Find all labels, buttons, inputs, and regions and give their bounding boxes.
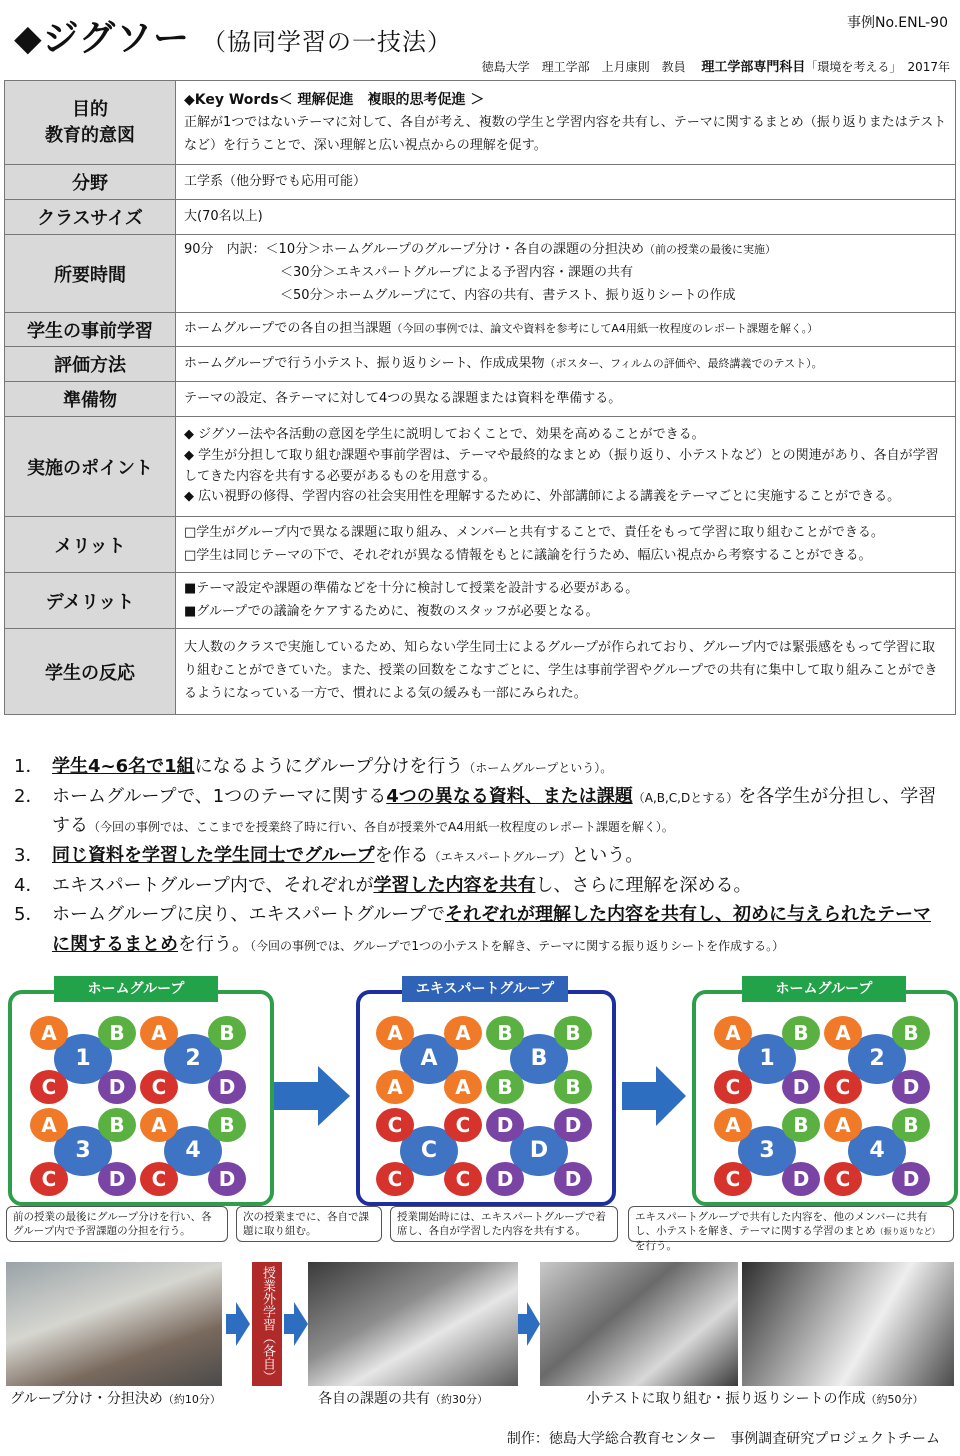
caption-share-text: 各自の課題の共有 <box>318 1391 430 1407</box>
group-letter: C <box>400 1126 458 1176</box>
group-number: 3 <box>738 1126 796 1176</box>
time-line1-note: （前の授業の最後に実施） <box>644 243 777 257</box>
node-b: B <box>554 1016 592 1050</box>
node-a: A <box>444 1016 482 1050</box>
photo-quiz-2 <box>742 1262 954 1386</box>
case-number: 事例No.ENL-90 <box>847 15 948 31</box>
expert-cluster-d <box>484 1106 594 1198</box>
group-number: 2 <box>848 1034 906 1084</box>
value-purpose <box>176 81 956 165</box>
year: 2017年 <box>907 60 950 74</box>
node-d: D <box>208 1070 246 1104</box>
node-c: C <box>444 1108 482 1142</box>
group-number: 4 <box>848 1126 906 1176</box>
row-reaction <box>5 629 956 715</box>
page-title <box>14 10 452 61</box>
node-b: B <box>486 1016 524 1050</box>
home-cluster-2 <box>822 1014 932 1106</box>
group-number: 2 <box>164 1034 222 1084</box>
label-eval: 評価方法 <box>5 347 176 382</box>
step-2-emphasis: 4つの異なる資料、または課題 <box>386 785 633 807</box>
right-arrow-icon <box>518 1302 540 1346</box>
author: 徳島大学 理工学部 上月康則 教員 <box>481 60 686 74</box>
value-reaction: 大人数のクラスで実施しているため、知らない学生同士によるグループが作られており、グループ内では緊張感をもって学習に取り組むことができていた。また、授業の回数をこなすごとに、学生は事前学習やグループでの共有に集中して取り組みことができるようになっている一方で、慣れによる気の緩みも一部にみられた。 <box>176 629 956 715</box>
group-letter: A <box>400 1034 458 1084</box>
node-a: A <box>714 1108 752 1142</box>
merit-1: □学生がグループ内で異なる課題に取り組み、メンバーと共有することで、責任をもって学習に取り組むことができる。 <box>184 524 884 540</box>
home-cluster-2 <box>138 1014 248 1106</box>
node-b: B <box>98 1108 136 1142</box>
expert-cluster-b <box>484 1014 594 1106</box>
row-materials <box>5 382 956 417</box>
node-a: A <box>30 1016 68 1050</box>
caption-quiz <box>586 1388 923 1408</box>
node-d: D <box>554 1108 592 1142</box>
header <box>0 0 960 80</box>
step-2 <box>14 782 944 841</box>
row-purpose <box>5 81 956 165</box>
prep-text: ホームグループでの各自の担当課題 <box>184 321 392 337</box>
node-a: A <box>376 1070 414 1104</box>
node-c: C <box>714 1070 752 1104</box>
step-1-emphasis: 学生4~6名で1組 <box>52 756 195 777</box>
step-number: 4． <box>14 874 44 896</box>
group-letter: D <box>510 1126 568 1176</box>
row-field <box>5 165 956 200</box>
demerit-1: ■テーマ設定や課題の準備などを十分に検討して授業を設計する必要がある。 <box>184 580 639 596</box>
step-2-note-b: （今回の事例では、ここまでを授業終了時に行い、各自が授業外でA4用紙一枚程度のレポート課題を解く）。 <box>88 820 674 835</box>
group-letter: B <box>510 1034 568 1084</box>
note-home-share <box>628 1206 954 1252</box>
node-d: D <box>554 1162 592 1196</box>
home-group-return-label: ホームグループ <box>742 976 906 1002</box>
caption-quiz-text: 小テストに取り組む・振り返りシートの作成 <box>586 1391 866 1407</box>
node-d: D <box>892 1162 930 1196</box>
home-group-return-panel <box>692 990 958 1206</box>
note-expert-share: 授業開始時には、エキスパートグループで着席し、各自が学習した内容を共有する。 <box>390 1206 618 1242</box>
row-time <box>5 235 956 313</box>
caption-grouping-time: （約10分） <box>162 1393 221 1406</box>
node-d: D <box>782 1162 820 1196</box>
node-c: C <box>714 1162 752 1196</box>
step-4-text: エキスパートグループ内で、それぞれが <box>52 874 374 896</box>
node-c: C <box>140 1070 178 1104</box>
step-4 <box>14 871 944 901</box>
label-merit: メリット <box>5 517 176 573</box>
label-purpose: 目的 教育的意図 <box>5 81 176 165</box>
node-a: A <box>714 1016 752 1050</box>
label-points: 実施のポイント <box>5 417 176 517</box>
photo-quiz-1 <box>540 1262 738 1386</box>
expert-group-panel <box>356 990 616 1206</box>
expert-group-label: エキスパートグループ <box>402 976 568 1002</box>
value-field: 工学系（他分野でも応用可能） <box>176 165 956 200</box>
node-b: B <box>892 1016 930 1050</box>
label-time: 所要時間 <box>5 235 176 313</box>
purpose-text: 正解が1つではないテーマに対して、各自が考え、複数の学生と学習内容を共有し、テーマに関するまとめ（振り返りまたはテストなど）を行うことで、深い理解と広い視点からの理解を促す。 <box>184 115 947 153</box>
step-2-text: ホームグループで、1つのテーマに関する <box>52 785 387 807</box>
course: 理工学部専門科目 <box>701 60 806 75</box>
home-group-label: ホームグループ <box>54 976 218 1002</box>
label-reaction: 学生の反応 <box>5 629 176 715</box>
right-arrow-icon <box>284 1302 308 1346</box>
home-group-panel <box>8 990 274 1206</box>
node-c: C <box>30 1162 68 1196</box>
node-b: B <box>782 1016 820 1050</box>
home-cluster-4 <box>822 1106 932 1198</box>
step-number: 5． <box>14 904 44 926</box>
node-c: C <box>824 1070 862 1104</box>
group-number: 3 <box>54 1126 112 1176</box>
step-1-note: （ホームグループという）。 <box>463 761 613 775</box>
step-4-emphasis: 学習した内容を共有 <box>373 874 536 896</box>
step-3-note: （エキスパートグループ） <box>428 850 572 865</box>
node-b: B <box>892 1108 930 1142</box>
photo-strip <box>0 1262 960 1408</box>
note-home-share-small: （振り返りなど） <box>875 1227 940 1236</box>
group-number: 1 <box>54 1034 112 1084</box>
step-5-note: （今回の事例では、グループで1つの小テストを解き、テーマに関する振り返りシートを作成する。） <box>250 939 785 954</box>
caption-grouping <box>10 1388 221 1408</box>
node-c: C <box>376 1162 414 1196</box>
point-2: ◆ 学生が分担して取り組む課題や事前学習は、テーマや最終的なまとめ（振り返り、小テストなど）との関連があり、各自が学習してきた内容を共有する必要があるものを用意する。 <box>184 447 939 484</box>
value-materials: テーマの設定、各テーマに対して4つの異なる課題または資料を準備する。 <box>176 382 956 417</box>
value-eval <box>176 347 956 382</box>
footer-credit: 制作：徳島大学総合教育センター 事例調査研究プロジェクトチーム <box>506 1431 940 1447</box>
node-b: B <box>554 1070 592 1104</box>
node-b: B <box>98 1016 136 1050</box>
label-materials: 準備物 <box>5 382 176 417</box>
procedure-steps <box>14 752 944 960</box>
node-b: B <box>208 1016 246 1050</box>
value-time <box>176 235 956 313</box>
time-line3: ＜50分＞ホームグループにて、内容の共有、書テスト、振り返りシートの作成 <box>280 287 736 303</box>
step-3-text: を作る <box>374 845 429 867</box>
node-d: D <box>208 1162 246 1196</box>
node-b: B <box>486 1070 524 1104</box>
step-3-text-b: という。 <box>571 845 644 867</box>
title-text: ◆ジグソー <box>14 18 190 59</box>
info-table <box>4 80 956 715</box>
value-demerit <box>176 573 956 629</box>
step-5-text: ホームグループに戻り、エキスパートグループで <box>52 904 445 926</box>
label-size: クラスサイズ <box>5 200 176 235</box>
step-5-emphasis: それぞれが理解した内容を共有し、初めに与えられたテーマに関するまとめ <box>52 904 931 956</box>
node-a: A <box>30 1108 68 1142</box>
step-number: 2． <box>14 785 44 807</box>
byline <box>482 56 950 75</box>
row-size <box>5 200 956 235</box>
point-3: ◆ 広い視野の修得、学習内容の社会実用性を理解するために、外部講師による講義をテーマごとに実施することができる。 <box>184 489 901 505</box>
merit-2: □学生は同じテーマの下で、それぞれが異なる情報をもとに議論を行うため、幅広い視点から考察することができる。 <box>184 547 872 563</box>
caption-quiz-time: （約50分） <box>865 1393 924 1406</box>
node-c: C <box>30 1070 68 1104</box>
step-2-note: （A,B,C,Dとする） <box>632 790 739 805</box>
row-points <box>5 417 956 517</box>
time-line1: 90分 内訳：＜10分＞ホームグループのグループ分け・各自の課題の分担決め <box>184 242 645 258</box>
prep-note: （今回の事例では、論文や資料を参考にしてA4用紙一枚程度のレポート課題を解く。） <box>391 322 819 336</box>
node-a: A <box>376 1016 414 1050</box>
caption-share <box>318 1388 488 1408</box>
node-d: D <box>98 1070 136 1104</box>
node-a: A <box>824 1016 862 1050</box>
row-prep <box>5 313 956 347</box>
node-d: D <box>98 1162 136 1196</box>
step-number: 3． <box>14 845 44 867</box>
step-3 <box>14 841 944 871</box>
note-grouping: 前の授業の最後にグループ分けを行い、各グループ内で予習課題の分担を行う。 <box>6 1206 228 1242</box>
node-a: A <box>140 1108 178 1142</box>
step-1 <box>14 752 944 782</box>
step-2-text-b: を各学生が分担し、学習する <box>52 785 937 837</box>
node-a: A <box>444 1070 482 1104</box>
node-c: C <box>444 1162 482 1196</box>
demerit-2: ■グループでの議論をケアするために、複数のスタッフが必要となる。 <box>184 603 599 619</box>
note-home-share-end: を行う。 <box>635 1240 677 1252</box>
right-arrow-icon <box>622 1064 688 1128</box>
subtitle: （協同学習の一技法） <box>201 28 452 56</box>
home-cluster-3 <box>712 1106 822 1198</box>
note-self-study: 次の授業までに、各自で課題に取り組む。 <box>236 1206 382 1242</box>
node-d: D <box>486 1162 524 1196</box>
caption-grouping-text: グループ分け・分担決め <box>10 1391 163 1407</box>
label-prep: 学生の事前学習 <box>5 313 176 347</box>
row-demerit <box>5 573 956 629</box>
step-5-text-b: を行う。 <box>178 934 250 956</box>
right-arrow-icon <box>226 1302 250 1346</box>
step-3-emphasis: 同じ資料を学習した学生同士でグループ <box>52 845 375 867</box>
caption-share-time: （約30分） <box>430 1393 488 1406</box>
node-d: D <box>486 1108 524 1142</box>
home-cluster-3 <box>28 1106 138 1198</box>
eval-text: ホームグループで行う小テスト、振り返りシート、作成成果物 <box>184 355 545 371</box>
step-4-text-b: し、さらに理解を深める。 <box>535 874 752 896</box>
label-field: 分野 <box>5 165 176 200</box>
expert-cluster-a <box>374 1014 484 1106</box>
eval-note: （ポスター、フィルムの評価や、最終講義でのテスト）。 <box>544 356 823 370</box>
right-arrow-icon <box>274 1064 352 1128</box>
jigsaw-diagram <box>0 972 960 1262</box>
node-c: C <box>140 1162 178 1196</box>
node-b: B <box>208 1108 246 1142</box>
step-5 <box>14 900 944 959</box>
time-line2: ＜30分＞エキスパートグループによる予習内容・課題の共有 <box>280 265 633 281</box>
node-b: B <box>782 1108 820 1142</box>
note-home-share-text: エキスパートグループで共有した内容を、他のメンバーに共有し、小テストを解き、テーマに関する学習のまとめ <box>635 1211 928 1237</box>
value-merit <box>176 517 956 573</box>
photo-grouping <box>6 1262 222 1386</box>
row-merit <box>5 517 956 573</box>
home-cluster-4 <box>138 1106 248 1198</box>
step-number: 1． <box>14 756 44 777</box>
group-number: 1 <box>738 1034 796 1084</box>
point-1: ◆ ジグソー法や各活動の意図を学生に説明しておくことで、効果を高めることができる。 <box>184 426 705 442</box>
value-prep <box>176 313 956 347</box>
outside-class-label: 授業外学習（各自） <box>252 1262 282 1386</box>
course-name: 「環境を考える」 <box>805 60 896 74</box>
row-eval <box>5 347 956 382</box>
step-1-text: になるようにグループ分けを行う <box>194 756 464 777</box>
value-points <box>176 417 956 517</box>
home-cluster-1 <box>28 1014 138 1106</box>
expert-cluster-c <box>374 1106 484 1198</box>
keywords: ◆Key Words＜ 理解促進 複眼的思考促進 ＞ <box>184 91 485 108</box>
home-cluster-1 <box>712 1014 822 1106</box>
node-c: C <box>824 1162 862 1196</box>
group-number: 4 <box>164 1126 222 1176</box>
node-a: A <box>824 1108 862 1142</box>
photo-expert-share <box>308 1262 518 1386</box>
node-a: A <box>140 1016 178 1050</box>
node-d: D <box>892 1070 930 1104</box>
node-c: C <box>376 1108 414 1142</box>
label-demerit: デメリット <box>5 573 176 629</box>
value-size: 大(70名以上) <box>176 200 956 235</box>
node-d: D <box>782 1070 820 1104</box>
